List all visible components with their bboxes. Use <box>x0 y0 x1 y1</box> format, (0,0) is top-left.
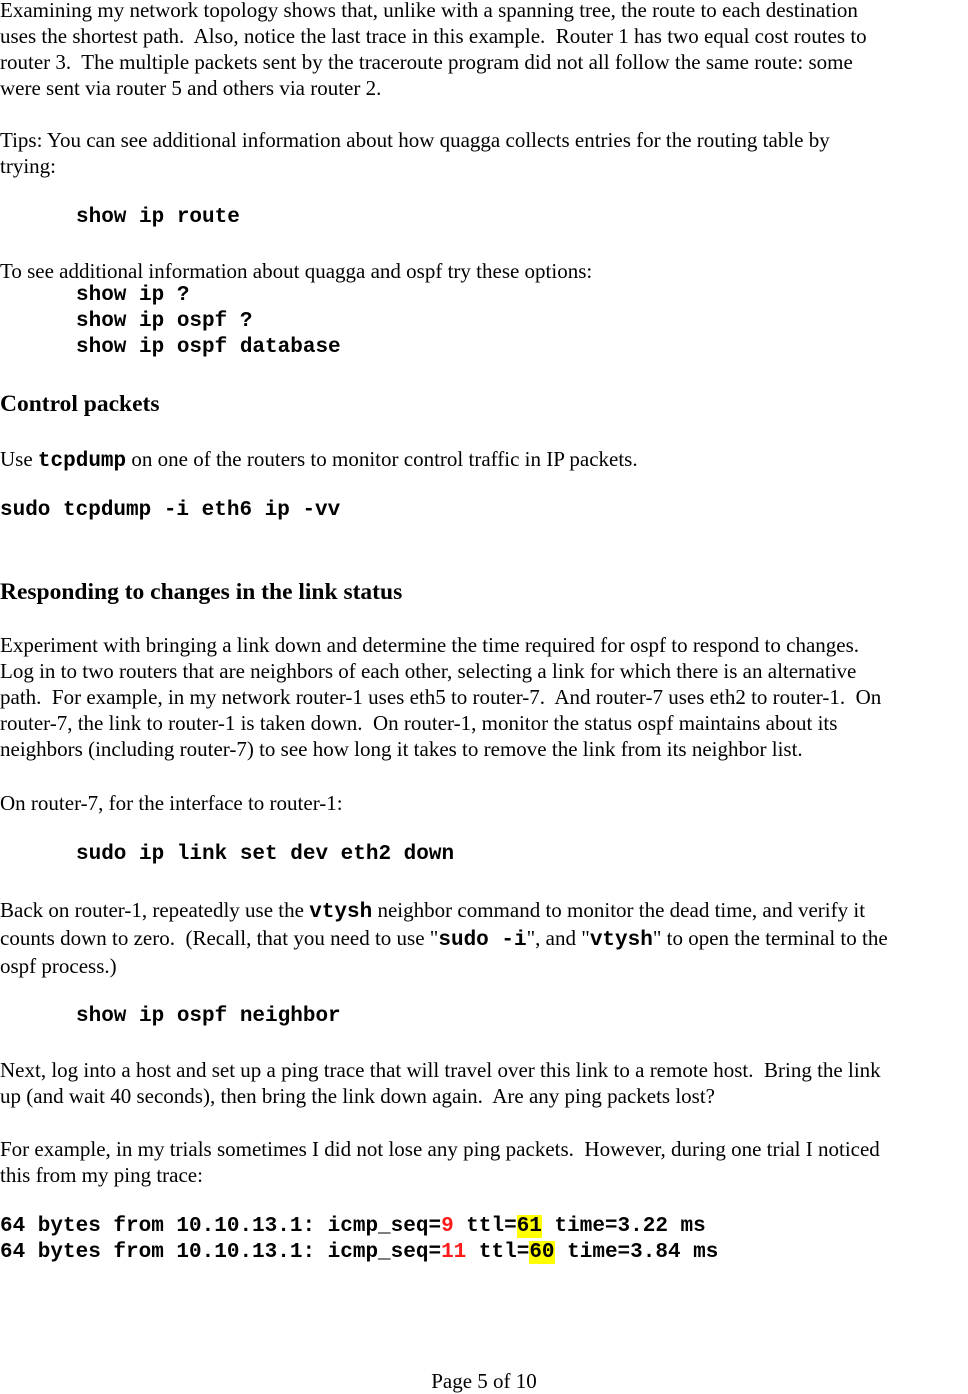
code-show-ip-ospf-neighbor: show ip ospf neighbor <box>76 1005 341 1028</box>
inline-code: tcpdump <box>37 450 127 473</box>
text-fragment: counts down to zero. (Recall, that you need to use " <box>0 926 439 950</box>
text-line: router 3. The multiple packets sent by the traceroute program did not all follow the same route: some <box>0 50 853 74</box>
text-fragment: Back on router-1, repeatedly use the <box>0 898 310 922</box>
icmp-seq-value: 9 <box>441 1215 454 1238</box>
text-line <box>0 897 865 926</box>
ping-prefix: 64 bytes from 10.10.13.1: icmp_seq= <box>0 1241 442 1264</box>
text-line: neighbors (including router-7) to see how long it takes to remove the link from its neighbor list. <box>0 737 803 761</box>
inline-code: vtysh <box>309 901 373 924</box>
ping-prefix: 64 bytes from 10.10.13.1: icmp_seq= <box>0 1215 442 1238</box>
text-fragment: ", and " <box>526 926 590 950</box>
code-line: show ip ospf database <box>76 336 341 359</box>
text-line: were sent via router 5 and others via router 2. <box>0 76 382 100</box>
text-line: up (and wait 40 seconds), then bring the link down again. Are any ping packets lost? <box>0 1084 716 1108</box>
router7-intro: On router-7, for the interface to router-1: <box>0 791 343 815</box>
text-line: this from my ping trace: <box>0 1163 203 1187</box>
ping-time: time=3.22 ms <box>541 1215 706 1238</box>
inline-code: sudo -i <box>438 929 527 952</box>
text-line: trying: <box>0 154 56 178</box>
text-line: Log in to two routers that are neighbors of each other, selecting a link for which there is an alternative <box>0 659 857 683</box>
use-tcpdump-line <box>0 446 638 475</box>
heading-link-status: Responding to changes in the link status <box>0 579 403 605</box>
text-line: For example, in my trials sometimes I did not lose any ping packets. However, during one trial I noticed <box>0 1137 880 1161</box>
text-line: ospf process.) <box>0 954 117 978</box>
text-line: uses the shortest path. Also, notice the last trace in this example. Router 1 has two equal cost routes to <box>0 24 867 48</box>
ttl-label: ttl= <box>453 1215 517 1238</box>
text-line: Experiment with bringing a link down and determine the time required for ospf to respond to changes. <box>0 633 860 657</box>
ping-line <box>0 1240 718 1266</box>
ttl-label: ttl= <box>466 1241 530 1264</box>
text-fragment: on one of the routers to monitor control traffic in IP packets. <box>126 447 638 471</box>
ttl-value: 61 <box>516 1215 542 1238</box>
text-fragment: neighbor command to monitor the dead time, and verify it <box>372 898 866 922</box>
text-line <box>0 925 888 954</box>
ping-line <box>0 1214 706 1240</box>
code-link-down: sudo ip link set dev eth2 down <box>76 843 455 866</box>
code-show-ip-route: show ip route <box>76 206 240 229</box>
text-line: Tips: You can see additional information about how quagga collects entries for the routing table by <box>0 128 830 152</box>
text-line: router-7, the link to router-1 is taken down. On router-1, monitor the status ospf maintains about its <box>0 711 838 735</box>
page-footer: Page 5 of 10 <box>431 1369 537 1393</box>
icmp-seq-value: 11 <box>441 1241 467 1264</box>
ttl-value: 60 <box>529 1241 555 1264</box>
text-line: path. For example, in my network router-1 uses eth5 to router-7. And router-7 uses eth2 to router-1. On <box>0 685 882 709</box>
options-intro: To see additional information about quagga and ospf try these options: <box>0 259 593 283</box>
ping-time: time=3.84 ms <box>554 1241 719 1264</box>
text-fragment: Use <box>0 447 38 471</box>
code-line: show ip ? <box>76 284 190 307</box>
text-line: Next, log into a host and set up a ping trace that will travel over this link to a remote host. Bring the link <box>0 1058 881 1082</box>
inline-code: vtysh <box>589 929 653 952</box>
text-fragment: " to open the terminal to the <box>652 926 888 950</box>
code-line: show ip ospf ? <box>76 310 253 333</box>
code-tcpdump: sudo tcpdump -i eth6 ip -vv <box>0 499 341 522</box>
heading-control-packets: Control packets <box>0 391 160 417</box>
text-line: Examining my network topology shows that, unlike with a spanning tree, the route to each destination <box>0 0 858 22</box>
